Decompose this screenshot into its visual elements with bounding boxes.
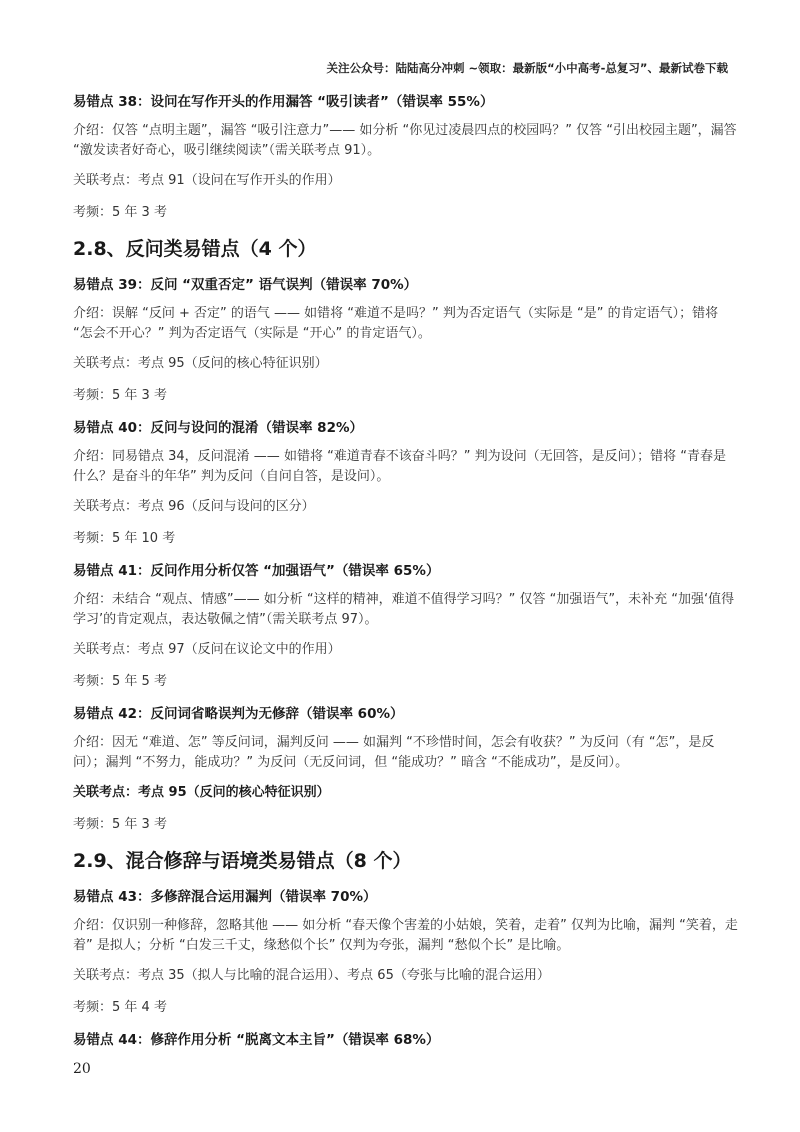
item-40-title: 易错点 40：反问与设问的混淆（错误率 82%） bbox=[73, 420, 363, 436]
item-38-intro: 介绍：仅答 “点明主题”，漏答 “吸引注意力”—— 如分析 “你见过凌晨四点的校园吗？” 仅答 “引出校园主题”，漏答 “激发读者好奇心，吸引继续阅读”（需关联考点 91）。 bbox=[73, 123, 737, 158]
item-42-related: 关联考点：考点 95（反问的核心特征识别） bbox=[73, 785, 330, 800]
item-43-frequency: 考频：5 年 4 考 bbox=[73, 1000, 167, 1015]
page-content bbox=[73, 92, 738, 1059]
item-42-frequency: 考频：5 年 3 考 bbox=[73, 817, 167, 832]
page-header: 关注公众号：陆陆高分冲刺 ~领取：最新版“小中高考-总复习”、最新试卷下载 bbox=[326, 61, 728, 75]
item-39-frequency: 考频：5 年 3 考 bbox=[73, 388, 167, 403]
item-43-intro: 介绍：仅识别一种修辞，忽略其他 —— 如分析 “春天像个害羞的小姑娘，笑着，走着” 仅判为比喻，漏判 “笑着，走着” 是拟人；分析 “白发三千丈，缘愁似个长” 仅判为夸张，漏判 “愁似个长” 是比喻。 bbox=[73, 918, 738, 953]
item-41-related: 关联考点：考点 97（反问在议论文中的作用） bbox=[73, 642, 341, 657]
item-39-intro: 介绍：误解 “反问 + 否定” 的语气 —— 如错将 “难道不是吗？” 判为否定语气（实际是 “是” 的肯定语气）；错将 “怎会不开心？” 判为否定语气（实际是 “开心” 的肯定语气）。 bbox=[73, 306, 719, 341]
item-43-related: 关联考点：考点 35（拟人与比喻的混合运用）、考点 65（夸张与比喻的混合运用） bbox=[73, 968, 550, 983]
item-42-title: 易错点 42：反问词省略误判为无修辞（错误率 60%） bbox=[73, 706, 404, 722]
item-38-frequency: 考频：5 年 3 考 bbox=[73, 205, 167, 220]
item-41-intro: 介绍：未结合 “观点、情感”—— 如分析 “这样的精神，难道不值得学习吗？” 仅答 “加强语气”，未补充 “加强‘值得学习’的肯定观点，表达敬佩之情”（需关联考点 97）。 bbox=[73, 592, 735, 627]
item-40-intro: 介绍：同易错点 34，反问混淆 —— 如错将 “难道青春不该奋斗吗？” 判为设问（无回答，是反问）；错将 “青春是什么？是奋斗的年华” 判为反问（自问自答，是设问）。 bbox=[73, 449, 727, 484]
item-39-related: 关联考点：考点 95（反问的核心特征识别） bbox=[73, 356, 328, 371]
item-43-title: 易错点 43：多修辞混合运用漏判（错误率 70%） bbox=[73, 889, 377, 905]
item-44-title: 易错点 44：修辞作用分析 “脱离文本主旨”（错误率 68%） bbox=[73, 1032, 440, 1048]
item-38-related: 关联考点：考点 91（设问在写作开头的作用） bbox=[73, 173, 341, 188]
item-40-related: 关联考点：考点 96（反问与设问的区分） bbox=[73, 499, 315, 514]
section-2-9-heading: 2.9、混合修辞与语境类易错点（8 个） bbox=[73, 850, 412, 872]
item-41-title: 易错点 41：反问作用分析仅答 “加强语气”（错误率 65%） bbox=[73, 563, 440, 579]
item-41-frequency: 考频：5 年 5 考 bbox=[73, 674, 167, 689]
item-42-intro: 介绍：因无 “难道、怎” 等反问词，漏判反问 —— 如漏判 “不珍惜时间，怎会有收获？” 为反问（有 “怎”，是反问）；漏判 “不努力，能成功？” 为反问（无反问词，但 “能成功？” 暗含 “不能成功”，是反问）。 bbox=[73, 735, 715, 770]
item-40-frequency: 考频：5 年 10 考 bbox=[73, 531, 176, 546]
page-number: 20 bbox=[73, 1061, 91, 1077]
item-39-title: 易错点 39：反问 “双重否定” 语气误判（错误率 70%） bbox=[73, 277, 418, 293]
section-2-8-heading: 2.8、反问类易错点（4 个） bbox=[73, 238, 317, 260]
item-38-title: 易错点 38：设问在写作开头的作用漏答 “吸引读者”（错误率 55%） bbox=[73, 94, 494, 110]
